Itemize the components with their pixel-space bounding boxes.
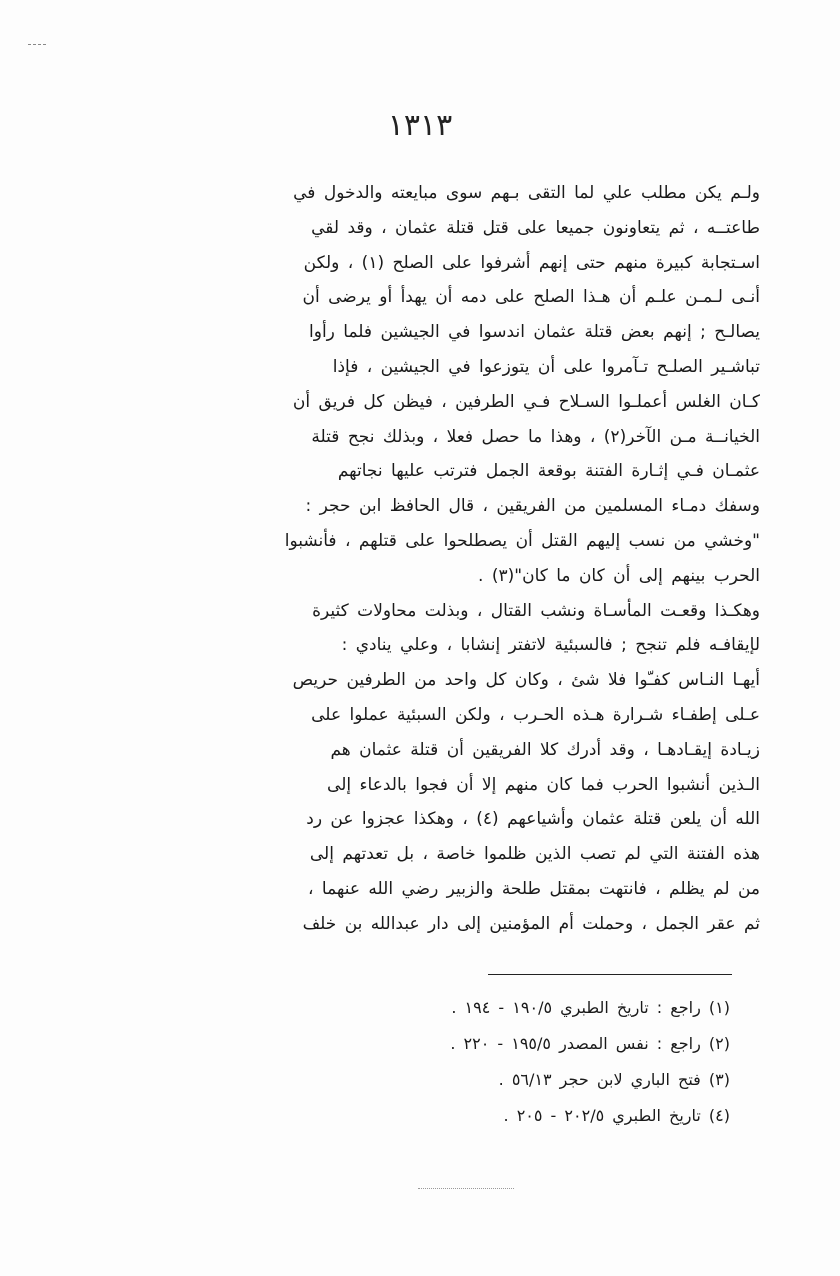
- footnote-2: (٢) راجع : نفس المصدر ١٩٥/٥ - ٢٢٠ .: [450, 1034, 730, 1053]
- body-line: عـلى إطفـاء شـرارة هـذه الحـرب ، ولكن السبئية عملوا على: [311, 704, 760, 725]
- body-line: "وخشي من نسب إليهم القتل أن يصطلحوا على قتلهم ، فأنشبوا: [284, 530, 760, 551]
- body-line: وسفك دمـاء المسلمين من الفريقين ، قال الحافظ ابن حجر :: [305, 496, 760, 517]
- body-line: يصالـح ; إنهم بعض قتلة عثمان اندسوا في الجيشين فلما رأوا: [309, 322, 760, 343]
- body-line: كـان الغلس أعملـوا السـلاح فـي الطرفين ، فيظن كل فريق أن: [292, 391, 760, 412]
- body-line: الله أن يلعن قتلة عثمان وأشياعهم (٤) ، وهكذا عجزوا عن رد: [306, 809, 760, 830]
- scan-corner-mark: [28, 44, 46, 45]
- body-line: لإيقافـه فلم تنجح ; فالسبئية لاتفتر إنشابا ، وعلي ينادي :: [341, 635, 760, 656]
- page-number: ١٣١٣: [387, 108, 453, 143]
- body-line: من لم يظلم ، فانتهت بمقتل طلحة والزبير رضي الله عنهما ،: [308, 878, 760, 899]
- body-line: عثمـان فـي إثـارة الفتنة بوقعة الجمل فترتب عليها نجاتهم: [337, 461, 760, 482]
- body-line: طاعتــه ، ثم يتعاونون جميعا على قتل قتلة عثمان ، وقد لقي: [311, 217, 760, 238]
- body-line: وهكـذا وقعـت المأسـاة ونشب القتال ، وبذلت محاولات كثيرة: [312, 600, 760, 621]
- body-line: الخيانــة مـن الآخر(٢) ، وهذا ما حصل فعلا ، وبذلك نجح قتلة: [311, 426, 760, 447]
- footnote-4: (٤) تاريخ الطبري ٢٠٢/٥ - ٢٠٥ .: [503, 1106, 730, 1125]
- footnotes: [300, 990, 730, 1134]
- body-line: تباشـير الصلـح تـآمروا على أن يتوزعوا في الجيشين ، فإذا: [332, 356, 760, 377]
- body-line: أنـى لـمـن علـم أن هـذا الصلح على دمه أن يهدأ أو يرضى أن: [302, 287, 760, 308]
- footnote-separator: [488, 974, 732, 975]
- scan-artifact: [418, 1188, 514, 1189]
- body-line: ثم عقر الجمل ، وحملت أم المؤمنين إلى دار عبدالله بن خلف: [302, 913, 760, 934]
- body-line: أيهـا النـاس كفـّوا فلا شئ ، وكان كل واحد من الطرفين حريص: [292, 670, 760, 691]
- body-line: الـذين أنشبوا الحرب فما كان منهم إلا أن فجوا بالدعاء إلى: [327, 774, 760, 795]
- body-line: ولـم يكن مطلب علي لما التقى بـهم سوى مبايعته والدخول في: [293, 183, 760, 203]
- footnote-1: (١) راجع : تاريخ الطبري ١٩٠/٥ - ١٩٤ .: [451, 998, 730, 1017]
- body-line: هذه الفتنة التي لم تصب الذين ظلموا خاصة ، بل تعدتهم إلى: [309, 844, 760, 865]
- footnote-3: (٣) فتح الباري لابن حجر ٥٦/١٣ .: [498, 1070, 730, 1089]
- body-line: زيـادة إيقـادهـا ، وقد أدرك كلا الفريقين أن قتلة عثمان هم: [330, 739, 760, 760]
- body-line: الحرب بينهم إلى أن كان ما كان"(٣) .: [478, 565, 760, 586]
- body-line: اسـتجابة كبيرة منهم حتى إنهم أشرفوا على الصلح (١) ، ولكن: [303, 252, 760, 273]
- body-text: [120, 176, 760, 942]
